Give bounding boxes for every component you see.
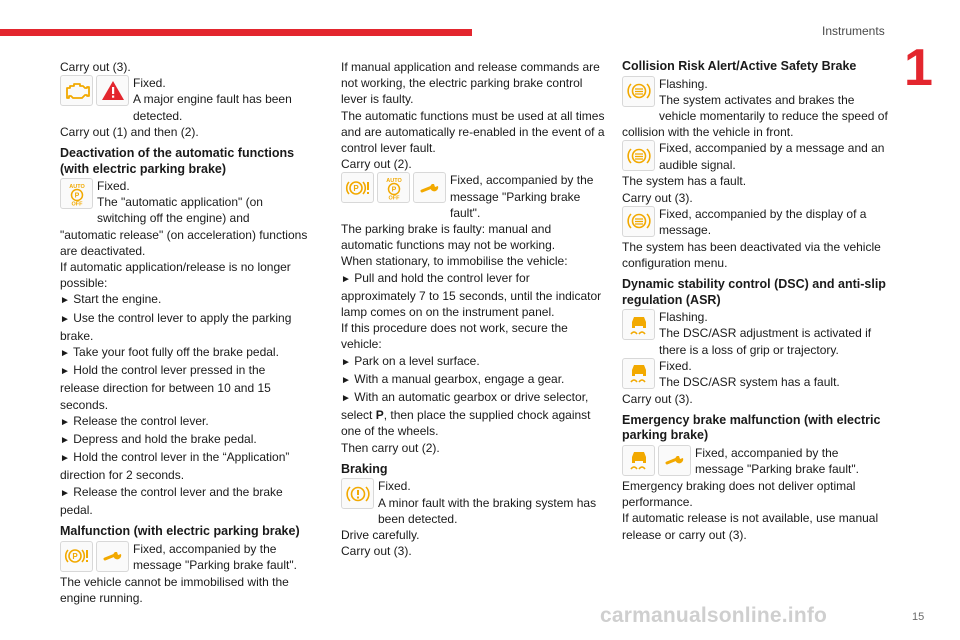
dsc-flashing-text: The DSC/ASR adjustment is activated if there is a loss of grip or trajectory. bbox=[659, 326, 872, 357]
braking-system-icon bbox=[341, 478, 374, 509]
engine-fault-state: Fixed. bbox=[133, 76, 166, 91]
carry-out-3: Carry out (3). bbox=[60, 60, 131, 74]
emergency-performance: Emergency braking does not deliver optimal performance. bbox=[622, 478, 856, 510]
list-item: ► Start the engine. bbox=[60, 292, 162, 307]
dsc-fixed-text: The DSC/ASR system has a fault. bbox=[659, 374, 840, 389]
dsc-flashing: Flashing. bbox=[659, 310, 708, 325]
collision-deactivated-block bbox=[622, 206, 890, 239]
warning-triangle-icon bbox=[96, 75, 129, 106]
service-wrench-icon bbox=[413, 172, 446, 203]
collision-fault: The system has a fault. bbox=[622, 174, 747, 189]
emergency-text: Fixed, accompanied by the message "Parking brake fault". bbox=[695, 445, 859, 477]
malfunction-heading: Malfunction (with electric parking brake) bbox=[60, 524, 300, 539]
list-item: ► Pull and hold the control lever for approximately 7 to 15 seconds, until the indicator lamp comes on on the instrument panel. bbox=[341, 270, 602, 320]
header-title: Instruments bbox=[822, 24, 885, 38]
active-safety-brake-icon bbox=[622, 206, 655, 237]
list-item: ► Depress and hold the brake pedal. bbox=[60, 432, 257, 447]
deactivation-text: The "automatic application" (on switching off the engine) and "automatic release" (on acceleration) functions are deactivated. bbox=[60, 195, 308, 258]
parking-brake-fault-icon bbox=[341, 172, 374, 203]
then-carry-out: Then carry out (2). bbox=[341, 440, 440, 455]
secure-text: If this procedure does not work, secure the vehicle: bbox=[341, 321, 568, 352]
braking-state: Fixed. bbox=[378, 479, 411, 494]
lever-auto: The automatic functions must be used at all times and are automatically re-enabled in the event of a control lever fault. bbox=[341, 108, 605, 156]
parking-brake-fault-icon bbox=[60, 541, 93, 572]
list-item: ► Park on a level surface. bbox=[341, 353, 480, 368]
list-item: ► Hold the control lever in the “Application” direction for 2 seconds. bbox=[60, 450, 290, 483]
skidding-car-icon bbox=[622, 445, 655, 476]
header-accent-bar bbox=[0, 29, 472, 36]
list-item: ► Release the control lever. bbox=[60, 413, 209, 428]
lever-fault-text: Fixed, accompanied by the message "Parking brake fault". bbox=[450, 173, 594, 220]
faulty-text: The parking brake is faulty: manual and automatic functions may not be working. bbox=[341, 222, 556, 253]
list-item: ► With a manual gearbox, engage a gear. bbox=[341, 371, 565, 386]
braking-action: Carry out (3). bbox=[341, 544, 412, 559]
page-number: 15 bbox=[912, 611, 925, 623]
deactivation-condition: If automatic application/release is no longer possible: bbox=[60, 260, 291, 291]
dsc-heading: Dynamic stability control (DSC) and anti-slip regulation (ASR) bbox=[622, 277, 886, 307]
service-wrench-icon bbox=[658, 445, 691, 476]
carry-out-2: Carry out (2). bbox=[341, 157, 412, 172]
deactivation-state: Fixed. bbox=[97, 179, 130, 194]
engine-fault-action: Carry out (1) and then (2). bbox=[60, 124, 199, 139]
malfunction-consequence: The vehicle cannot be immobilised with the engine running. bbox=[60, 574, 289, 605]
emergency-manual: If automatic release is not available, use manual release or carry out (3). bbox=[622, 511, 879, 542]
skidding-car-icon bbox=[622, 358, 655, 389]
service-wrench-icon bbox=[96, 541, 129, 572]
dsc-flashing-block bbox=[622, 309, 890, 358]
list-item: ► With an automatic gearbox or drive selector, select P, then place the supplied chock against one of the wheels. bbox=[341, 390, 591, 439]
active-safety-brake-icon bbox=[622, 140, 655, 171]
auto-p-off-icon bbox=[377, 172, 410, 203]
braking-text: A minor fault with the braking system has been detected. bbox=[378, 495, 597, 526]
dsc-fixed-block bbox=[622, 358, 890, 391]
collision-deactivated: The system has been deactivated via the vehicle configuration menu. bbox=[622, 239, 881, 270]
list-item: ► Release the control lever and the brake pedal. bbox=[60, 484, 283, 517]
dsc-fixed: Fixed. bbox=[659, 358, 692, 373]
collision-display-text: Fixed, accompanied by the display of a message. bbox=[659, 206, 867, 237]
engine-fault-text: A major engine fault has been detected. bbox=[133, 92, 292, 123]
collision-flashing-block bbox=[622, 76, 890, 141]
watermark: carmanualsonline.info bbox=[600, 604, 828, 627]
braking-drive: Drive carefully. bbox=[341, 527, 420, 542]
malfunction-text: Fixed, accompanied by the message "Parking brake fault". bbox=[133, 541, 297, 572]
dsc-action: Carry out (3). bbox=[622, 391, 693, 406]
auto-p-off-icon bbox=[60, 178, 93, 209]
column-1 bbox=[60, 59, 308, 606]
active-safety-brake-icon bbox=[622, 76, 655, 107]
braking-heading: Braking bbox=[341, 461, 388, 476]
collision-heading: Collision Risk Alert/Active Safety Brake bbox=[622, 59, 857, 73]
braking-block bbox=[341, 478, 606, 527]
lever-fault-block bbox=[341, 172, 606, 221]
column-3 bbox=[622, 59, 890, 543]
column-2 bbox=[341, 59, 606, 559]
deactivation-heading: Deactivation of the automatic functions (with electric parking brake) bbox=[60, 146, 295, 176]
malfunction-block bbox=[60, 541, 308, 574]
emergency-block bbox=[622, 445, 890, 478]
list-item: ► Take your foot fully off the brake pedal. bbox=[60, 345, 279, 360]
emergency-heading: Emergency brake malfunction (with electric parking brake) bbox=[622, 412, 881, 443]
collision-fixed-text: Fixed, accompanied by a message and an audible signal. bbox=[659, 141, 885, 172]
collision-fixed-block bbox=[622, 140, 890, 173]
stationary-text: When stationary, to immobilise the vehicle: bbox=[341, 254, 568, 269]
lever-intro: If manual application and release commands are not working, the electric parking brake control lever is faulty. bbox=[341, 60, 600, 107]
list-item: ► Use the control lever to apply the parking brake. bbox=[60, 310, 292, 343]
engine-fault-block bbox=[60, 75, 308, 124]
list-item: ► Hold the control lever pressed in the release direction for between 10 and 15 seconds. bbox=[60, 363, 271, 412]
deactivation-block bbox=[60, 178, 308, 259]
chapter-number: 1 bbox=[904, 39, 933, 97]
collision-flashing-text: The system activates and brakes the vehicle momentarily to reduce the speed of collision with the vehicle in front. bbox=[622, 92, 888, 140]
collision-flashing: Flashing. bbox=[659, 76, 708, 91]
collision-action: Carry out (3). bbox=[622, 190, 693, 205]
skidding-car-icon bbox=[622, 309, 655, 340]
engine-warning-icon bbox=[60, 75, 93, 106]
